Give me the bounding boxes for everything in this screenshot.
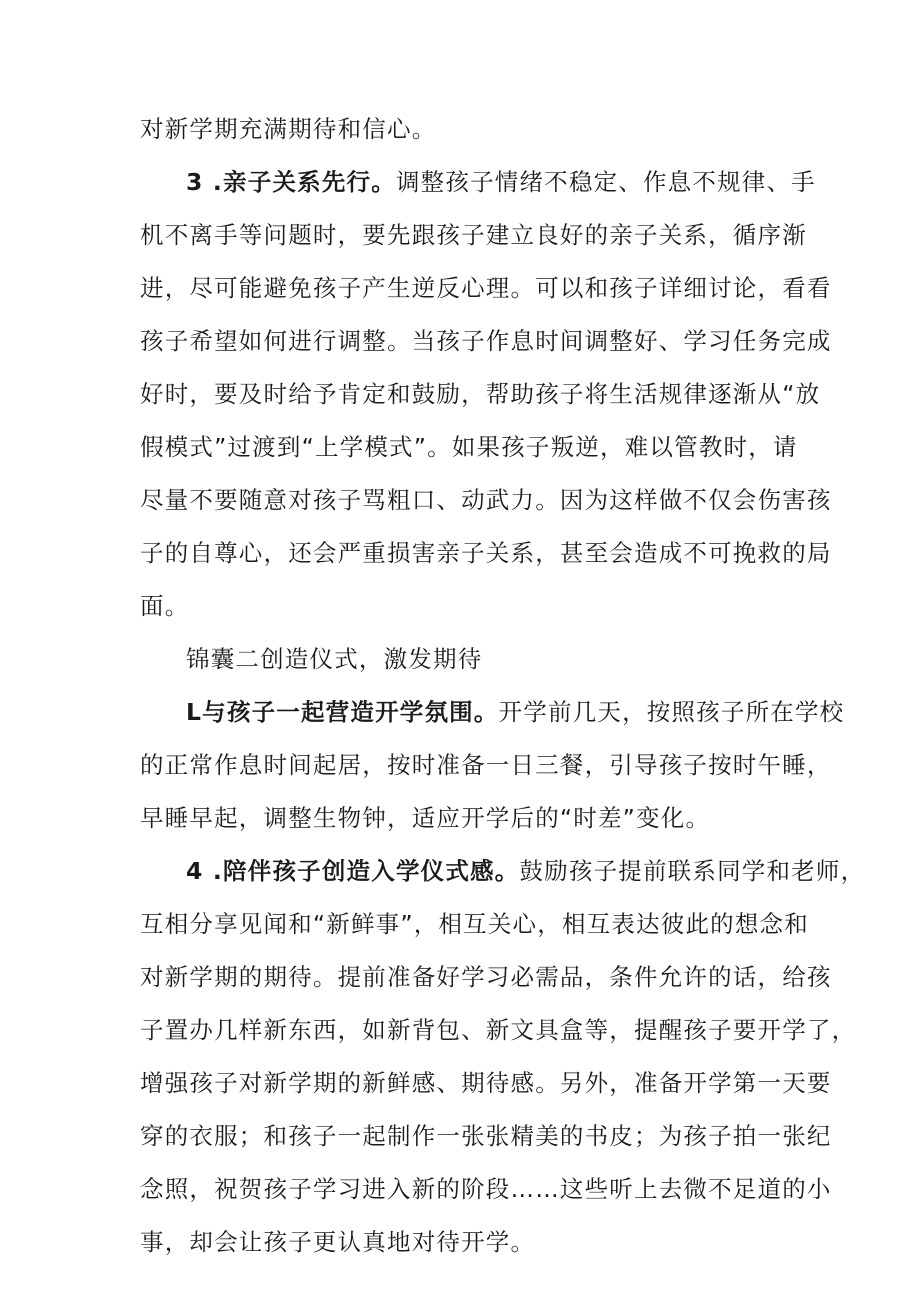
paragraph-line: 的正常作息时间起居，按时准备一日三餐，引导孩子按时午睡， <box>140 751 832 779</box>
paragraph-line: 面。 <box>140 592 190 620</box>
paragraph-text: 鼓励孩子提前联系同学和老师， <box>519 857 866 885</box>
paragraph-line: 对新学期的期待。提前准备好学习必需品，条件允许的话，给孩 <box>140 963 832 991</box>
paragraph-line: 机不离手等问题时，要先跟孩子建立良好的亲子关系，循序渐 <box>140 221 807 249</box>
paragraph-line: 好时，要及时给予肯定和鼓励，帮助孩子将生活规律逐渐从“放 <box>140 380 821 408</box>
paragraph-line: 子置办几样新东西，如新背包、新文具盒等，提醒孩子要开学了， <box>140 1016 857 1044</box>
paragraph-line: 子的自尊心，还会严重损害亲子关系，甚至会造成不可挽救的局 <box>140 539 832 567</box>
paragraph-line: 对新学期充满期待和信心。 <box>140 115 437 143</box>
paragraph-line <box>186 167 816 197</box>
paragraph-line: 孩子希望如何进行调整。当孩子作息时间调整好、学习任务完成 <box>140 327 832 355</box>
paragraph-line: 增强孩子对新学期的新鲜感、期待感。另外，准备开学第一天要 <box>140 1069 832 1097</box>
paragraph-line <box>186 697 844 727</box>
paragraph-line <box>186 856 865 886</box>
paragraph-line: 穿的衣服；和孩子一起制作一张张精美的书皮；为孩子拍一张纪 <box>140 1122 832 1150</box>
paragraph-line: 早睡早起，调整生物钟，适应开学后的“时差”变化。 <box>140 804 711 832</box>
paragraph-text: 调整孩子情绪不稳定、作息不规律、手 <box>395 168 816 196</box>
paragraph-line: 尽量不要随意对孩子骂粗口、动武力。因为这样做不仅会伤害孩 <box>140 486 832 514</box>
subheading-line: 锦囊二创造仪式，激发期待 <box>186 645 483 673</box>
section-heading-3: 3 .亲子关系先行。 <box>186 168 396 196</box>
paragraph-line: 进，尽可能避免孩子产生逆反心理。可以和孩子详细讨论，看看 <box>140 274 832 302</box>
section-heading-4: 4 .陪伴孩子创造入学仪式感。 <box>186 857 520 885</box>
paragraph-text: 开学前几天，按照孩子所在学校 <box>498 698 845 726</box>
paragraph-line: 念照，祝贺孩子学习进入新的阶段……这些听上去微不足道的小 <box>140 1175 832 1203</box>
section-heading-l: L与孩子一起营造开学氛围。 <box>186 698 499 726</box>
paragraph-line: 互相分享见闻和“新鲜事”，相互关心，相互表达彼此的想念和 <box>140 910 809 938</box>
paragraph-line: 假模式”过渡到“上学模式”。如果孩子叛逆，难以管教时，请 <box>140 433 798 461</box>
paragraph-line: 事，却会让孩子更认真地对待开学。 <box>140 1228 536 1256</box>
